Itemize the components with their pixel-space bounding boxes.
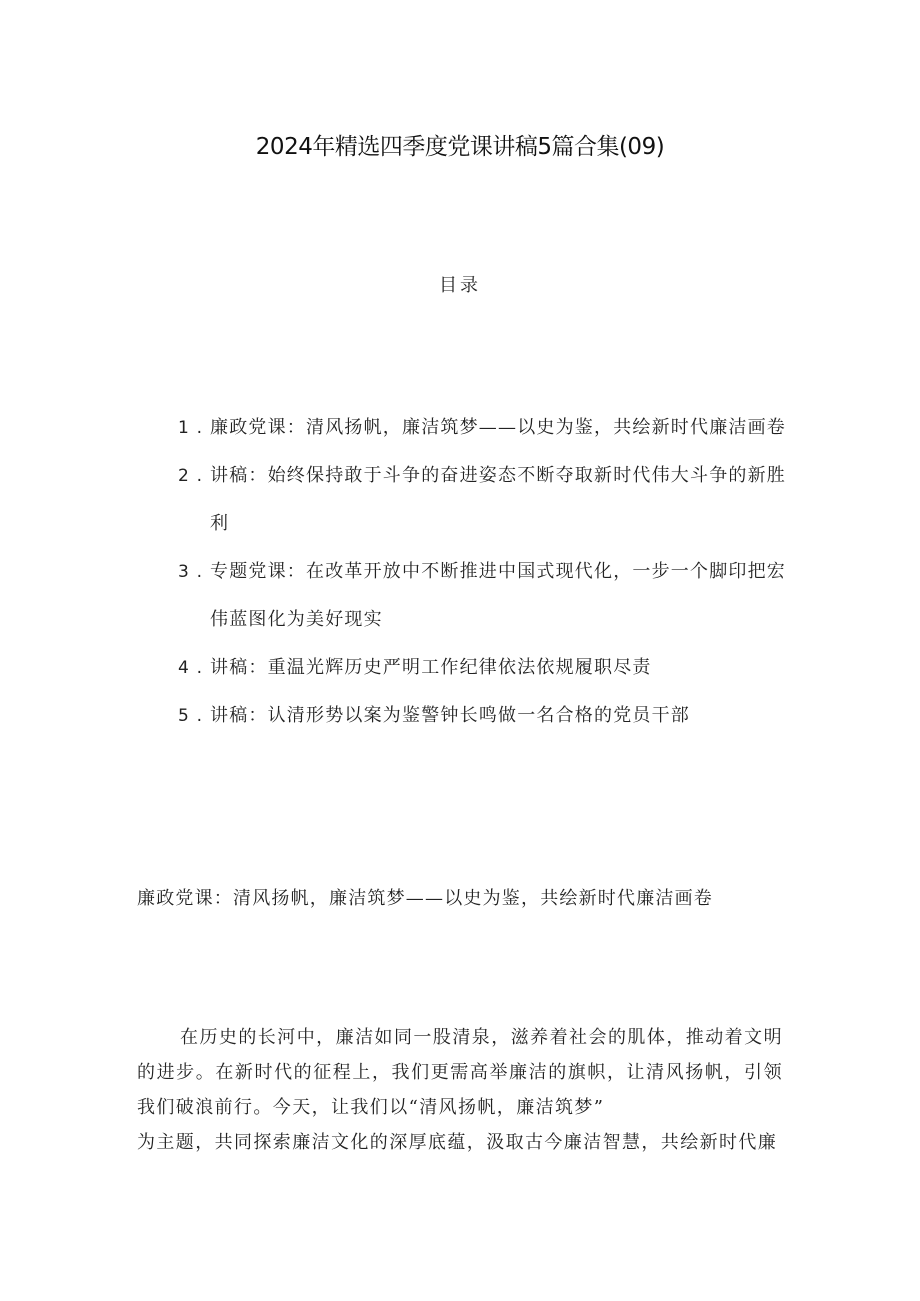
toc-item — [178, 404, 798, 452]
toc-item-number: 1 . — [178, 418, 204, 438]
toc-item — [178, 548, 798, 644]
toc-item — [178, 644, 798, 692]
toc-item-text: 廉政党课：清风扬帆，廉洁筑梦——以史为鉴，共绘新时代廉洁画卷 — [210, 417, 786, 438]
toc-item-number: 4 . — [178, 658, 204, 678]
table-of-contents — [178, 404, 798, 740]
section-title: 廉政党课：清风扬帆，廉洁筑梦——以史为鉴，共绘新时代廉洁画卷 — [137, 888, 713, 909]
toc-item-text: 讲稿：始终保持敢于斗争的奋进姿态不断夺取新时代伟大斗争的新胜利 — [210, 465, 786, 534]
toc-item-number: 3 . — [178, 562, 204, 582]
toc-item — [178, 692, 798, 740]
toc-item-text: 专题党课：在改革开放中不断推进中国式现代化，一步一个脚印把宏伟蓝图化为美好现实 — [210, 561, 786, 630]
document-title: 2024年精选四季度党课讲稿5篇合集(09) — [255, 134, 665, 160]
toc-item-number: 5 . — [178, 706, 204, 726]
body-text — [137, 1020, 783, 1160]
toc-item-text: 讲稿：认清形势以案为鉴警钟长鸣做一名合格的党员干部 — [210, 705, 690, 726]
toc-item-text: 讲稿：重温光辉历史严明工作纪律依法依规履职尽责 — [210, 657, 652, 678]
toc-heading: 目录 — [439, 275, 481, 296]
toc-item — [178, 452, 798, 548]
body-paragraph: 为主题，共同探索廉洁文化的深厚底蕴，汲取古今廉洁智慧，共绘新时代廉 — [137, 1132, 778, 1153]
body-paragraph: 在历史的长河中，廉洁如同一股清泉，滋养着社会的肌体，推动着文明的进步。在新时代的征程上，我们更需高举廉洁的旗帜，让清风扬帆，引领我们破浪前行。今天，让我们以“清风扬帆，廉洁筑梦” — [137, 1027, 783, 1118]
toc-item-number: 2 . — [178, 466, 204, 486]
